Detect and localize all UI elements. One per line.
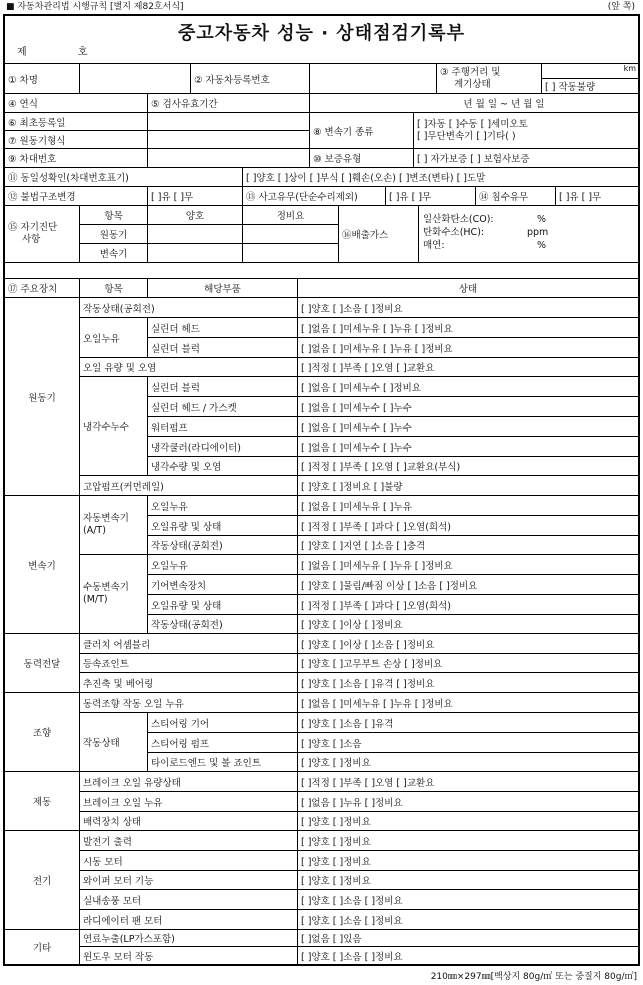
trans-type-options[interactable]: [414, 113, 638, 149]
warranty-label: ⑩ 보증유형: [310, 149, 414, 168]
state-header: 상태: [298, 278, 638, 298]
state-options[interactable]: [ ]양호 [ ]정비요: [298, 831, 638, 851]
part-name: 스티어링 펌프: [148, 733, 298, 753]
first-reg-label: ⑥ 최초등록일: [5, 113, 148, 131]
mileage-label-line2: 계기상태: [454, 78, 491, 90]
accident-label: ⑬ 사고유무(단순수리제외): [243, 187, 386, 206]
trans-options-line1[interactable]: [ ]자동 [ ]수동 [ ]세미오토: [417, 118, 528, 130]
part-name: 작동상태(공회전): [80, 298, 298, 318]
km-unit: km: [623, 64, 636, 73]
part-name: 윈도우 모터 작동: [80, 947, 298, 964]
self-diag-item-header: 항목: [80, 206, 148, 225]
smoke-label: 매연:: [423, 240, 445, 251]
part-name: 타이로드엔드 및 볼 죠인트: [148, 753, 298, 772]
exhaust-values[interactable]: [419, 206, 638, 263]
identity-check-options[interactable]: [ ]양호 [ ]상이 [ ]부식 [ ]훼손(오손) [ ]변조(변타) [ ]도말: [243, 168, 638, 187]
state-options[interactable]: [ ]양호 [ ]소음 [ ]정비요: [298, 910, 638, 930]
form-regulation-label: ■ 자동차관리법 시행규칙 [별지 제82호서식]: [6, 2, 184, 12]
paper-spec: 210㎜×297㎜[백상지 80g/㎡ 또는 중질지 80g/㎡]: [430, 972, 637, 982]
self-diag-trans-repair[interactable]: [243, 244, 339, 263]
part-name: 실내송풍 모터: [80, 890, 298, 910]
part-name: 와이퍼 모터 기능: [80, 871, 298, 890]
self-diag-repair-header: 정비요: [243, 206, 339, 225]
item-header: 항목: [80, 278, 148, 298]
part-name: 실린더 헤드 / 가스켓: [148, 397, 298, 417]
smoke-unit: %: [537, 240, 547, 251]
group-manual-trans-line1: 수동변속기: [83, 582, 129, 593]
doc-number-label: 제 호: [17, 47, 112, 58]
state-options[interactable]: [ ]적정 [ ]부족 [ ]과다 [ ]오염(희석): [298, 595, 638, 615]
state-options[interactable]: [ ]없음 [ ]미세누수 [ ]누수: [298, 417, 638, 437]
part-name: 오일유량 및 상태: [148, 595, 298, 615]
state-options[interactable]: [ ]적정 [ ]부족 [ ]오염 [ ]교환요: [298, 772, 638, 792]
category-etc: 기타: [5, 930, 80, 964]
group-oil-leak: 오일누유: [80, 318, 148, 358]
group-steer-op: 작동상태: [80, 713, 148, 772]
state-options[interactable]: [ ]양호 [ ]이상 [ ]정비요: [298, 615, 638, 634]
self-diag-engine-good[interactable]: [148, 225, 243, 244]
state-options[interactable]: [ ]없음 [ ]미세누수 [ ]누수: [298, 397, 638, 417]
illegal-mod-label: ⑫ 불법구조변경: [5, 187, 148, 206]
form-header: [0, 0, 643, 14]
state-options[interactable]: [ ]없음 [ ]미세누유 [ ]누유 [ ]정비요: [298, 693, 638, 713]
part-name: 실린더 블럭: [148, 377, 298, 397]
self-diag-engine-label: 원동기: [80, 225, 148, 244]
state-options[interactable]: [ ]양호 [ ]정비요: [298, 871, 638, 890]
state-options[interactable]: [ ]양호 [ ]물림/빠짐 이상 [ ]소음 [ ]정비요: [298, 575, 638, 595]
illegal-mod-options[interactable]: [ ]유 [ ]무: [148, 187, 243, 206]
mileage-field[interactable]: [542, 63, 638, 79]
co-unit: %: [537, 214, 547, 225]
self-diag-engine-repair[interactable]: [243, 225, 339, 244]
part-name: 브레이크 오일 유량상태: [80, 772, 298, 792]
reg-no-field[interactable]: [310, 63, 437, 94]
state-options[interactable]: [ ]없음 [ ]미세누수 [ ]누수: [298, 437, 638, 457]
state-options[interactable]: [ ]양호 [ ]고무부트 손상 [ ]정비요: [298, 654, 638, 673]
part-name: 연료누출(LP가스포함): [80, 930, 298, 947]
group-coolant-leak: 냉각수누수: [80, 377, 148, 476]
hc-label: 탄화수소(HC):: [423, 227, 485, 238]
engine-type-field[interactable]: [148, 131, 310, 149]
state-options[interactable]: [ ]양호 [ ]소음: [298, 733, 638, 753]
category-transmission: 변속기: [5, 496, 80, 634]
part-name: 추진축 및 베어링: [80, 673, 298, 693]
flood-options[interactable]: [ ]유 [ ]무: [556, 187, 638, 206]
state-options[interactable]: [ ]양호 [ ]정비요: [298, 812, 638, 831]
self-diag-label-line2: 사항: [22, 234, 41, 245]
part-header: 해당부품: [148, 278, 298, 298]
part-name: 브레이크 오일 누유: [80, 792, 298, 812]
group-manual-trans-line2: (M/T): [83, 594, 108, 605]
trans-type-label: ⑧ 변속기 종류: [310, 113, 414, 149]
warranty-options[interactable]: [ ] 자가보증 [ ] 보험사보증: [414, 149, 638, 168]
self-diag-label-line1: ⑮ 자기진단: [8, 222, 58, 233]
mileage-label: [437, 63, 542, 94]
state-options[interactable]: [ ]없음 [ ]미세누유 [ ]누유: [298, 496, 638, 516]
state-options[interactable]: [ ]없음 [ ]미세누유 [ ]누유 [ ]정비요: [298, 555, 638, 575]
mileage-label-line1: ③ 주행거리 및: [440, 66, 501, 78]
self-diag-trans-good[interactable]: [148, 244, 243, 263]
category-steering: 조향: [5, 693, 80, 772]
part-name: 오일유량 및 상태: [148, 516, 298, 536]
co-label: 일산화탄소(CO):: [423, 214, 494, 225]
state-options[interactable]: [ ]양호 [ ]소음 [ ]정비요: [298, 298, 638, 318]
part-name: 냉각수량 및 오염: [148, 457, 298, 476]
group-manual-trans: [80, 555, 148, 634]
state-options[interactable]: [ ]없음 [ ]있음: [298, 930, 638, 947]
state-options[interactable]: [ ]양호 [ ]소음 [ ]정비요: [298, 890, 638, 910]
state-options[interactable]: [ ]없음 [ ]미세누유 [ ]누유 [ ]정비요: [298, 318, 638, 338]
self-diag-trans-label: 변속기: [80, 244, 148, 263]
group-auto-trans-line1: 자동변속기: [83, 513, 129, 524]
state-options[interactable]: [ ]양호 [ ]정비요: [298, 753, 638, 772]
part-name: 클러치 어셈블리: [80, 634, 298, 654]
engine-type-label: ⑦ 원동기형식: [5, 131, 148, 149]
state-options[interactable]: [ ]양호 [ ]소음 [ ]유격: [298, 713, 638, 733]
accident-options[interactable]: [ ]유 [ ]무: [386, 187, 476, 206]
part-name: 시동 모터: [80, 851, 298, 871]
main-devices-header: ⑰ 주요장치: [5, 278, 80, 298]
part-name: 워터펌프: [148, 417, 298, 437]
state-options[interactable]: [ ]적정 [ ]부족 [ ]오염 [ ]교환요: [298, 358, 638, 377]
group-auto-trans-line2: (A/T): [83, 525, 106, 536]
part-name: 동력조향 작동 오일 누유: [80, 693, 298, 713]
part-name: 오일 유량 및 오염: [80, 358, 298, 377]
valid-period-label: ⑤ 검사유효기간: [148, 94, 310, 113]
first-reg-field[interactable]: [148, 113, 310, 131]
state-options[interactable]: [ ]없음 [ ]누유 [ ]정비요: [298, 792, 638, 812]
car-name-field[interactable]: [80, 63, 191, 94]
form-title: 중고자동차 성능 · 상태점검기록부: [177, 23, 466, 44]
state-options[interactable]: [ ]적정 [ ]부족 [ ]오염 [ ]교환요(부식): [298, 457, 638, 476]
category-engine: 원동기: [5, 298, 80, 496]
frame-no-label: ⑨ 차대번호: [5, 149, 148, 168]
state-options[interactable]: [ ]양호 [ ]정비요 [ ]불량: [298, 476, 638, 496]
frame-no-field[interactable]: [148, 149, 310, 168]
meter-bad-check[interactable]: [ ] 작동불량: [542, 79, 638, 94]
part-name: 스티어링 기어: [148, 713, 298, 733]
year-label: ④ 연식: [5, 94, 148, 113]
category-brake: 제동: [5, 772, 80, 831]
part-name: 실린더 블럭: [148, 338, 298, 358]
self-diag-good-header: 양호: [148, 206, 243, 225]
state-options[interactable]: [ ]양호 [ ]정비요: [298, 851, 638, 871]
car-name-label: ① 차명: [5, 63, 80, 94]
part-name: 기어변속장치: [148, 575, 298, 595]
part-name: 배력장치 상태: [80, 812, 298, 831]
part-name: 냉각쿨러(라디에이터): [148, 437, 298, 457]
state-options[interactable]: [ ]적정 [ ]부족 [ ]과다 [ ]오염(희석): [298, 516, 638, 536]
flood-label: ⑭ 침수유무: [476, 187, 556, 206]
category-electric: 전기: [5, 831, 80, 930]
state-options[interactable]: [ ]양호 [ ]이상 [ ]소음 [ ]정비요: [298, 634, 638, 654]
inspection-form: [3, 14, 640, 966]
identity-check-label: ⑪ 동일성확인(차대번호표기): [5, 168, 243, 187]
part-name: 라디에이터 팬 모터: [80, 910, 298, 930]
hc-unit: ppm: [527, 227, 549, 238]
valid-period-field[interactable]: 년 월 일 ~ 년 월 일: [310, 94, 638, 113]
part-name: 작동상태(공회전): [148, 615, 298, 634]
part-name: 고압펌프(커먼레일): [80, 476, 298, 496]
part-name: 오일누유: [148, 555, 298, 575]
state-options[interactable]: [ ]양호 [ ]지연 [ ]소음 [ ]충격: [298, 536, 638, 555]
trans-options-line2[interactable]: [ ]무단변속기 [ ]기타( ): [417, 130, 516, 142]
part-name: 등속죠인트: [80, 654, 298, 673]
state-options[interactable]: [ ]없음 [ ]미세누수 [ ]정비요: [298, 377, 638, 397]
group-auto-trans: [80, 496, 148, 555]
part-name: 발전기 출력: [80, 831, 298, 851]
state-options[interactable]: [ ]없음 [ ]미세누유 [ ]누유 [ ]정비요: [298, 338, 638, 358]
part-name: 작동상태(공회전): [148, 536, 298, 555]
category-power-transmission: 동력전달: [5, 634, 80, 693]
state-options[interactable]: [ ]양호 [ ]소음 [ ]유격 [ ]정비요: [298, 673, 638, 693]
part-name: 실린더 헤드: [148, 318, 298, 338]
reg-no-label: ② 자동차등록번호: [191, 63, 310, 94]
page-side-label: (앞 쪽): [607, 2, 635, 12]
part-name: 오일누유: [148, 496, 298, 516]
exhaust-label: ⑯배출가스: [339, 206, 419, 263]
state-options[interactable]: [ ]양호 [ ]소음 [ ]정비요: [301, 951, 403, 963]
self-diag-label: [5, 206, 80, 263]
